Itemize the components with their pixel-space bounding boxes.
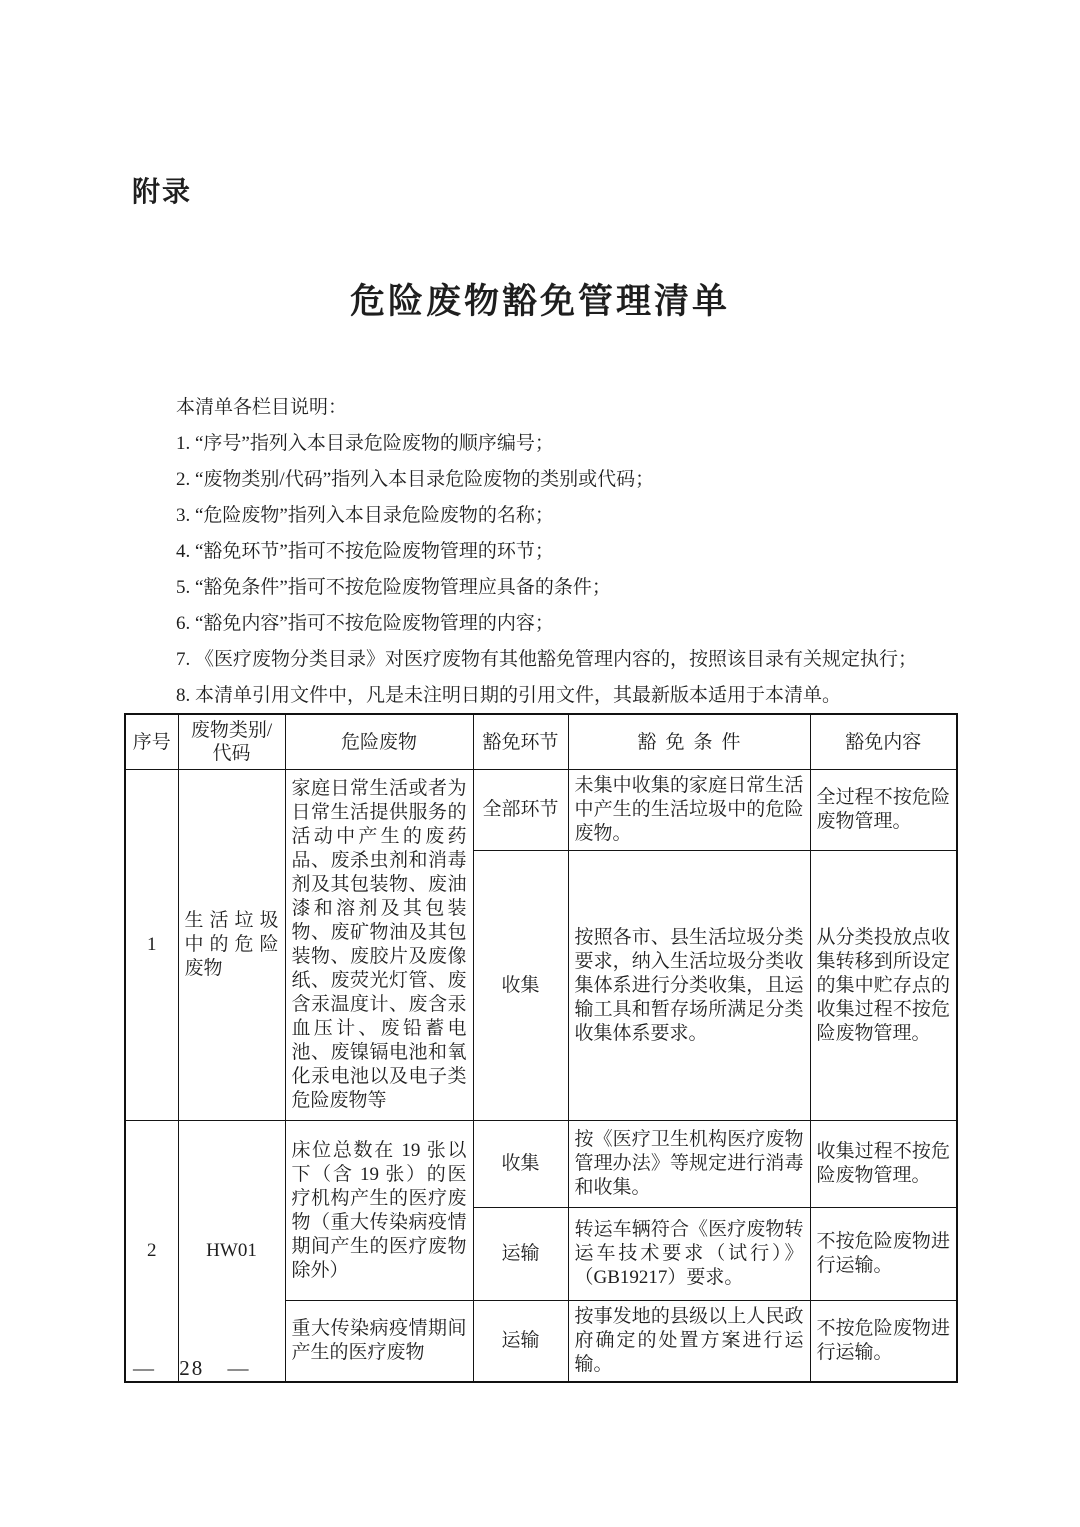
cell-content: 收集过程不按危险废物管理。 [810,1121,957,1208]
page-title: 危险废物豁免管理清单 [349,282,730,321]
table-row [125,770,957,851]
cell-content: 不按危险废物进行运输。 [810,1301,957,1383]
notes-section [176,390,918,714]
cell-stage: 运输 [473,1208,568,1301]
header-condition: 豁免条件 [568,714,810,770]
notes-intro: 本清单各栏目说明： [176,397,348,418]
cell-category: HW01 [178,1121,285,1383]
cell-condition: 按事发地的县级以上人民政府确定的处置方案进行运输。 [568,1301,810,1383]
cell-category: 生活垃圾中的危险废物 [178,770,285,1121]
note-item: 7. 《医疗废物分类目录》对医疗废物有其他豁免管理内容的，按照该目录有关规定执行； [176,649,918,670]
table-header-row [125,714,957,770]
note-item: 2. “废物类别/代码”指列入本目录危险废物的类别或代码； [176,469,655,490]
cell-content: 全过程不按危险废物管理。 [810,770,957,851]
note-item: 1. “序号”指列入本目录危险废物的顺序编号； [176,433,554,454]
header-serial: 序号 [125,714,178,770]
cell-stage: 收集 [473,851,568,1121]
cell-condition: 未集中收集的家庭日常生活中产生的生活垃圾中的危险废物。 [568,770,810,851]
cell-stage: 运输 [473,1301,568,1383]
exemption-table [124,713,958,1383]
cell-content: 从分类投放点收集转移到所设定的集中贮存点的收集过程不按危险废物管理。 [810,851,957,1121]
cell-condition: 转运车辆符合《医疗废物转运车技术要求（试行）》（GB19217）要求。 [568,1208,810,1301]
note-item: 4. “豁免环节”指可不按危险废物管理的环节； [176,541,554,562]
table-row [125,1121,957,1208]
cell-condition: 按照各市、县生活垃圾分类要求，纳入生活垃圾分类收集体系进行分类收集，且运输工具和暂存场所满足分类收集体系要求。 [568,851,810,1121]
header-waste: 危险废物 [285,714,473,770]
cell-stage: 全部环节 [473,770,568,851]
cell-waste: 床位总数在 19 张以下（含 19 张）的医疗机构产生的医疗废物（重大传染病疫情期间产生的医疗废物除外） [285,1121,473,1301]
cell-condition: 按《医疗卫生机构医疗废物管理办法》等规定进行消毒和收集。 [568,1121,810,1208]
cell-waste: 重大传染病疫情期间产生的医疗废物 [285,1301,473,1383]
note-item: 6. “豁免内容”指可不按危险废物管理的内容； [176,613,554,634]
note-item: 8. 本清单引用文件中，凡是未注明日期的引用文件，其最新版本适用于本清单。 [176,685,842,706]
cell-serial: 2 [125,1121,178,1383]
header-content: 豁免内容 [810,714,957,770]
note-item: 5. “豁免条件”指可不按危险废物管理应具备的条件； [176,577,611,598]
cell-content: 不按危险废物进行运输。 [810,1208,957,1301]
header-category: 废物类别/代码 [178,714,285,770]
note-item: 3. “危险废物”指列入本目录危险废物的名称； [176,505,554,526]
header-stage: 豁免环节 [473,714,568,770]
appendix-label: 附录 [132,176,193,207]
cell-stage: 收集 [473,1121,568,1208]
cell-waste: 家庭日常生活或者为日常生活提供服务的活动中产生的废药品、废杀虫剂和消毒剂及其包装物、废油漆和溶剂及其包装物、废矿物油及其包装物、废胶片及废像纸、废荧光灯管、废含汞温度计、废含汞血压计、废铅蓄电池、废镍镉电池和氧化汞电池以及电子类危险废物等 [285,770,473,1121]
cell-serial: 1 [125,770,178,1121]
page-number: — 28 — [133,1356,251,1380]
